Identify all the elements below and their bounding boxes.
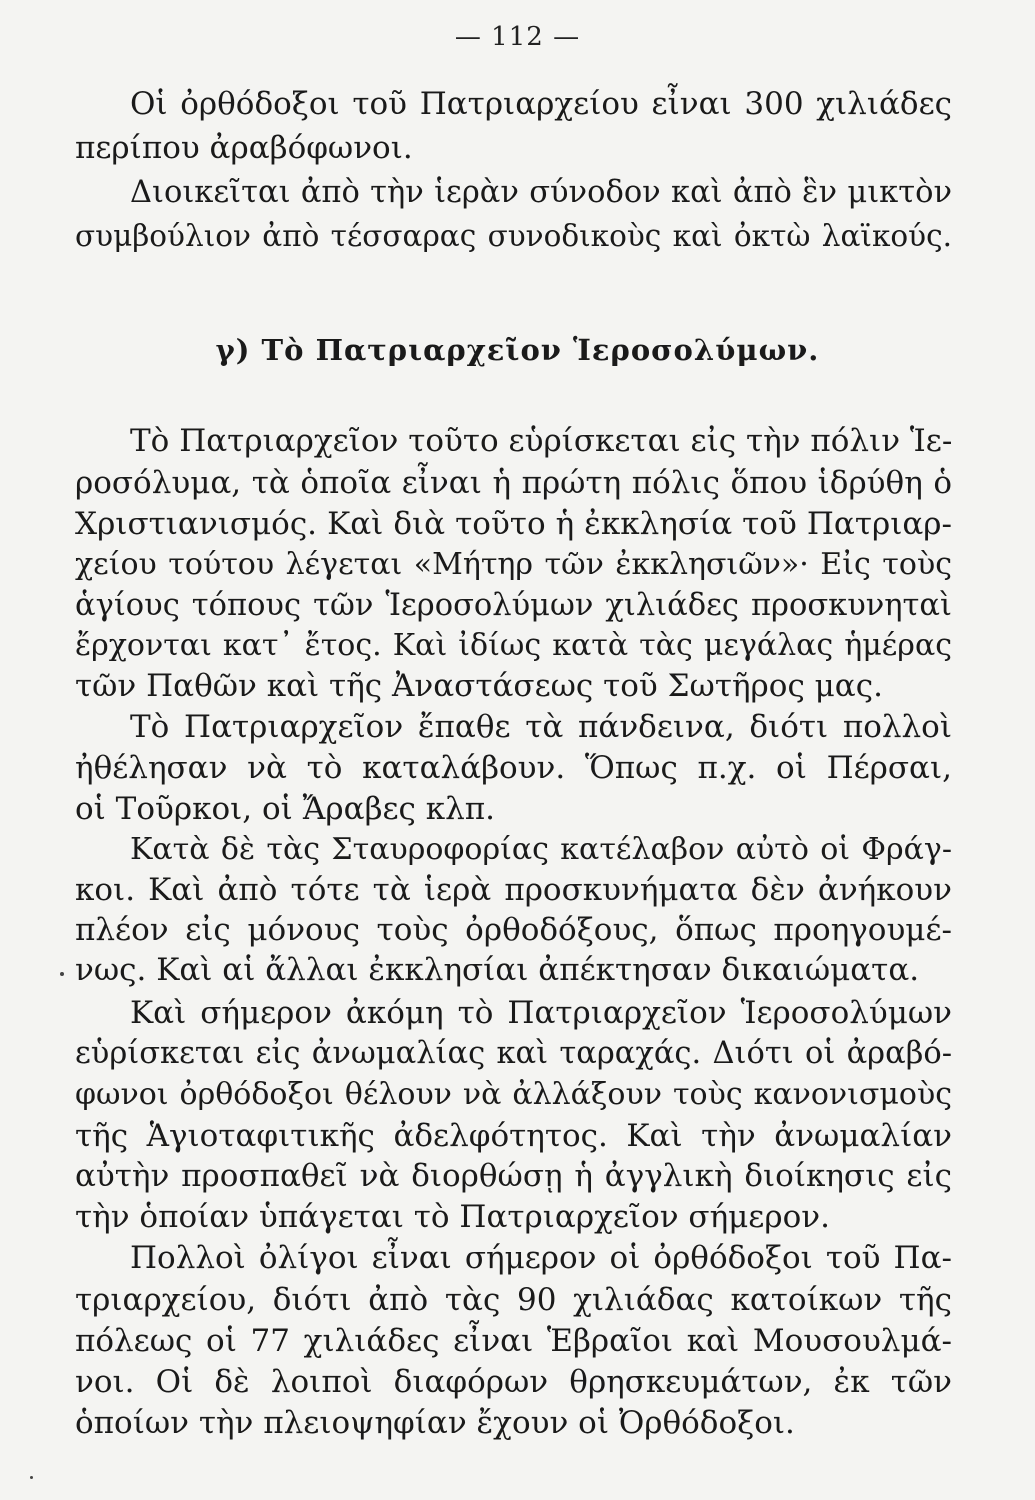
- paragraph1-line: περίπου ἀραβόφωνοι.: [75, 130, 413, 166]
- paragraph2-line: συμβούλιον ἀπὸ τέσσαρας συνοδικοὺς καὶ ὀκτὼ λαϊκούς.: [75, 219, 952, 253]
- paragraph6-line: τῆς Ἁγιοταφιτικῆς ἀδελφότητος. Καὶ τὴν ἀνωμαλίαν: [75, 1118, 952, 1154]
- paragraph6-line: Καὶ σήμερον ἀκόμη τὸ Πατριαρχεῖον Ἱεροσολύμων: [130, 995, 952, 1031]
- paragraph7-line: πόλεως οἱ 77 χιλιάδες εἶναι Ἑβραῖοι καὶ Μουσουλμά-: [75, 1323, 952, 1359]
- paragraph5-line: νως. Καὶ αἱ ἄλλαι ἐκκλησίαι ἀπέκτησαν δικαιώματα.: [75, 952, 920, 988]
- paragraph6-line: φωνοι ὀρθόδοξοι θέλουν νὰ ἀλλάξουν τοὺς κανονισμοὺς: [75, 1077, 952, 1112]
- paragraph7-line: τριαρχείου, διότι ἀπὸ τὰς 90 χιλιάδας κατοίκων τῆς: [75, 1282, 952, 1318]
- paragraph3-line: Τὸ Πατριαρχεῖον τοῦτο εὑρίσκεται εἰς τὴν πόλιν Ἱε-: [130, 423, 953, 459]
- paragraph3-line: Χριστιανισμός. Καὶ διὰ τοῦτο ἡ ἐκκλησία τοῦ Πατριαρ-: [75, 506, 952, 542]
- paragraph3-line: ἔρχονται κατ᾽ ἔτος. Καὶ ἰδίως κατὰ τὰς μεγάλας ἡμέρας: [75, 628, 952, 663]
- paragraph6-line: εὑρίσκεται εἰς ἀνωμαλίας καὶ ταραχάς. Διότι οἱ ἀραβό-: [75, 1036, 952, 1071]
- paragraph7-line: νοι. Οἱ δὲ λοιποὶ διαφόρων θρησκευμάτων, ἐκ τῶν: [75, 1364, 952, 1400]
- paragraph1-line: Οἱ ὀρθόδοξοι τοῦ Πατριαρχείου εἶναι 300 χιλιάδες: [130, 86, 952, 122]
- section-heading: γ) Τὸ Πατριαρχεῖον Ἱεροσολύμων.: [215, 333, 820, 367]
- paragraph5-line: κοι. Καὶ ἀπὸ τότε τὰ ἱερὰ προσκυνήματα δὲν ἀνήκουν: [75, 872, 952, 908]
- paragraph6-line: τὴν ὁποίαν ὑπάγεται τὸ Πατριαρχεῖον σήμερον.: [75, 1199, 830, 1235]
- paragraph4-line: οἱ Τοῦρκοι, οἱ Ἄραβες κλπ.: [75, 791, 496, 827]
- paragraph3-line: ἁγίους τόπους τῶν Ἱεροσολύμων χιλιάδες προσκυνηταὶ: [75, 588, 952, 623]
- paragraph3-line: ροσόλυμα, τὰ ὁποῖα εἶναι ἡ πρώτη πόλις ὅπου ἱδρύθη ὁ: [75, 465, 952, 501]
- paragraph2-line: Διοικεῖται ἀπὸ τὴν ἱερὰν σύνοδον καὶ ἀπὸ ἓν μικτὸν: [130, 175, 952, 210]
- scan-speck: [60, 972, 64, 976]
- scan-speck: [30, 1476, 33, 1479]
- paragraph3-line: χείου τούτου λέγεται «Μήτηρ τῶν ἐκκλησιῶν»· Εἰς τοὺς: [75, 547, 952, 582]
- paragraph5-line: πλέον εἰς μόνους τοὺς ὀρθοδόξους, ὅπως προηγουμέ-: [75, 912, 952, 948]
- paragraph7-line: ὁποίων τὴν πλειοψηφίαν ἔχουν οἱ Ὀρθόδοξοι.: [75, 1405, 795, 1441]
- page-number: — 112 —: [454, 22, 581, 52]
- paragraph4-line: Τὸ Πατριαρχεῖον ἔπαθε τὰ πάνδεινα, διότι πολλοὶ: [130, 709, 952, 745]
- paragraph5-line: Κατὰ δὲ τὰς Σταυροφορίας κατέλαβον αὐτὸ οἱ Φράγ-: [130, 832, 952, 867]
- paragraph6-line: αὐτὴν προσπαθεῖ νὰ διορθώσῃ ἡ ἀγγλικὴ διοίκησις εἰς: [75, 1158, 952, 1194]
- paragraph3-line: τῶν Παθῶν καὶ τῆς Ἀναστάσεως τοῦ Σωτῆρος μας.: [75, 668, 883, 704]
- paragraph4-line: ἠθέλησαν νὰ τὸ καταλάβουν. Ὅπως π.χ. οἱ Πέρσαι,: [75, 750, 952, 786]
- paragraph7-line: Πολλοὶ ὀλίγοι εἶναι σήμερον οἱ ὀρθόδοξοι τοῦ Πα-: [130, 1240, 952, 1276]
